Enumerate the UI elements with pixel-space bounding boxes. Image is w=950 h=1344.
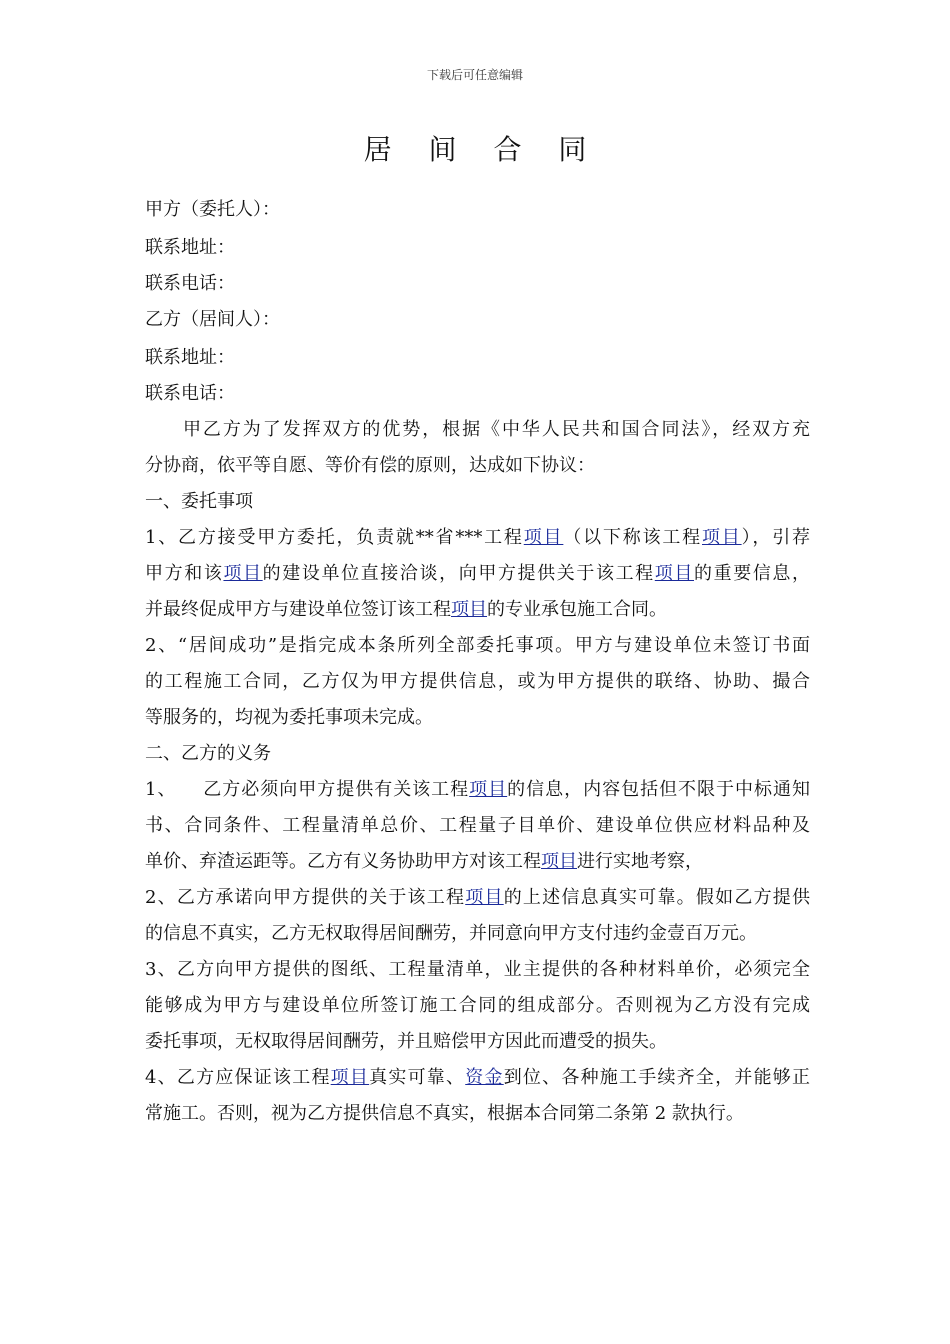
project-link[interactable]: 项目 <box>654 563 694 584</box>
party-b-label: 乙方（居间人）： <box>145 309 280 330</box>
party-b-address-label: 联系地址： <box>145 347 235 368</box>
s2-clause-3-line-3: 委托事项，无权取得居间酬劳，并且赔偿甲方因此而遭受的损失。 <box>145 1031 667 1052</box>
s1-clause-1-line-2: 甲方和该项目的建设单位直接洽谈，向甲方提供关于该工程项目的重要信息， <box>145 563 811 584</box>
party-a-label: 甲方（委托人）： <box>145 199 280 220</box>
s1-clause-1-line-3: 并最终促成甲方与建设单位签订该工程项目的专业承包施工合同。 <box>145 599 667 620</box>
section-2-heading: 二、乙方的义务 <box>145 743 271 764</box>
header-note: 下载后可任意编辑 <box>426 68 523 82</box>
project-link[interactable]: 项目 <box>541 851 577 872</box>
s1-clause-2-line-3: 等服务的，均视为委托事项未完成。 <box>145 707 433 728</box>
s2-clause-3-line-1: 3、乙方向甲方提供的图纸、工程量清单，业主提供的各种材料单价，必须完全 <box>145 959 810 980</box>
project-link[interactable]: 项目 <box>451 599 487 620</box>
s2-clause-3-line-2: 能够成为甲方与建设单位所签订施工合同的组成部分。否则视为乙方没有完成 <box>145 995 810 1016</box>
s2-clause-1-line-1: 1、 乙方必须向甲方提供有关该工程项目的信息，内容包括但不限于中标通知 <box>145 779 810 800</box>
preamble-line-2: 分协商，依平等自愿、等价有偿的原则，达成如下协议： <box>145 455 595 476</box>
contract-title: 居 间 合 同 <box>363 133 601 166</box>
preamble-line-1: 甲乙方为了发挥双方的优势，根据《中华人民共和国合同法》，经双方充 <box>183 419 810 440</box>
project-link[interactable]: 项目 <box>465 887 504 908</box>
party-b-phone-label: 联系电话： <box>145 383 235 404</box>
s2-clause-1-line-3: 单价、弃渣运距等。乙方有义务协助甲方对该工程项目进行实地考察， <box>145 851 703 872</box>
project-link[interactable]: 项目 <box>469 779 508 800</box>
funds-link[interactable]: 资金 <box>465 1067 504 1088</box>
s2-clause-4-line-2: 常施工。否则，视为乙方提供信息不真实，根据本合同第二条第 2 款执行。 <box>145 1103 744 1124</box>
s1-clause-2-line-2: 的工程施工合同，乙方仅为甲方提供信息，或为甲方提供的联络、协助、撮合 <box>145 671 810 692</box>
party-b-contact <box>145 340 810 1132</box>
s2-clause-2-line-1: 2、乙方承诺向甲方提供的关于该工程项目的上述信息真实可靠。假如乙方提供 <box>145 887 811 908</box>
party-a-contact <box>145 230 810 338</box>
party-a-phone-label: 联系电话： <box>145 273 235 294</box>
s2-clause-4-line-1: 4、乙方应保证该工程项目真实可靠、资金到位、各种施工手续齐全，并能够正 <box>145 1067 811 1088</box>
party-a-block <box>145 192 810 228</box>
s2-clause-1-line-2: 书、合同条件、工程量清单总价、工程量子目单价、建设单位供应材料品种及 <box>145 815 810 836</box>
project-link[interactable]: 项目 <box>330 1067 370 1088</box>
s1-clause-2-line-1: 2、“居间成功”是指完成本条所列全部委托事项。甲方与建设单位未签订书面 <box>145 635 810 656</box>
s1-clause-1-line-1: 1、乙方接受甲方委托，负责就**省***工程项目（以下称该工程项目），引荐 <box>145 527 811 548</box>
project-link[interactable]: 项目 <box>223 563 263 584</box>
project-link[interactable]: 项目 <box>702 527 742 548</box>
s2-clause-2-line-2: 的信息不真实，乙方无权取得居间酬劳，并同意向甲方支付违约金壹百万元。 <box>145 923 757 944</box>
project-link[interactable]: 项目 <box>523 527 564 548</box>
party-a-address-label: 联系地址： <box>145 237 235 258</box>
section-1-heading: 一、委托事项 <box>145 491 253 512</box>
